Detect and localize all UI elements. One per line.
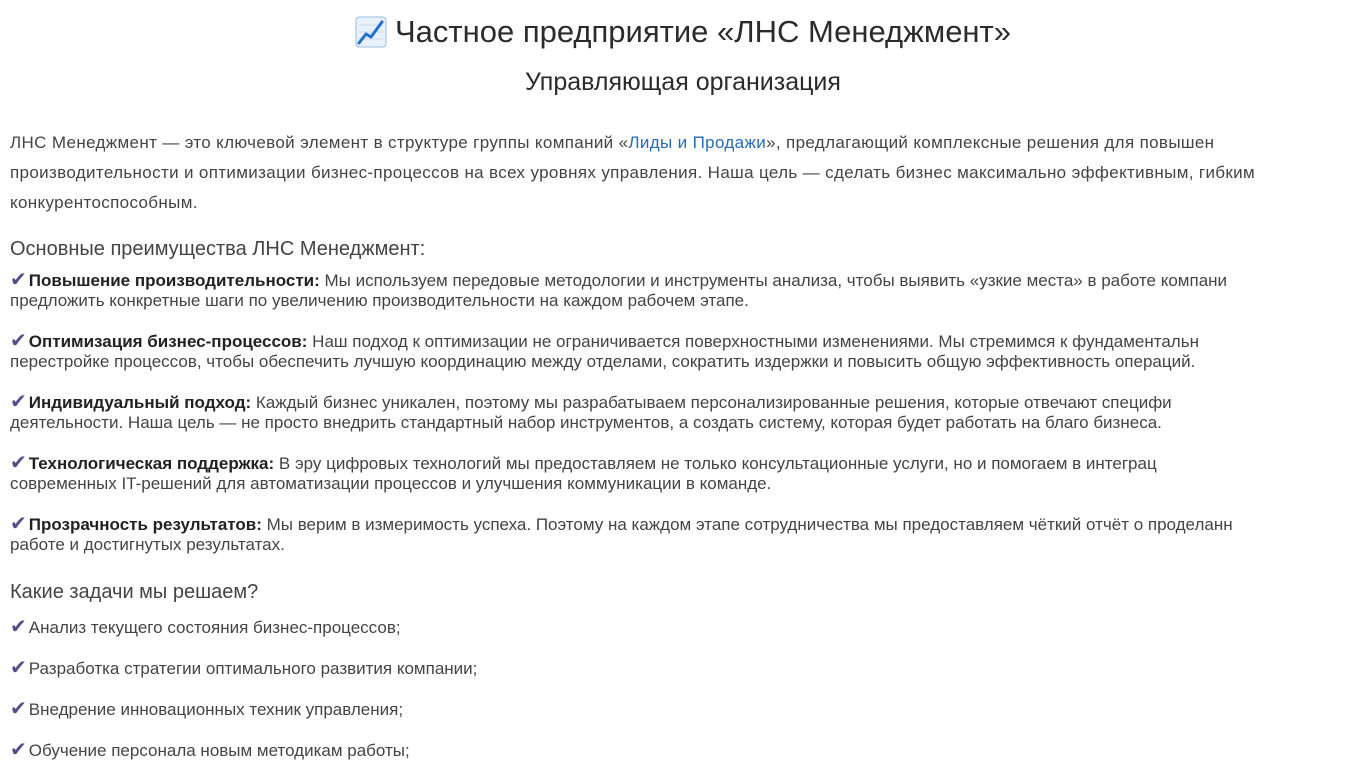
advantage-item: [10, 514, 1366, 555]
intro-line-1: [10, 128, 1366, 158]
advantage-title: Оптимизация бизнес-процессов:: [28, 332, 308, 351]
page-header: [0, 12, 1366, 98]
check-icon: ✔: [10, 452, 27, 474]
intro-paragraph: [10, 128, 1366, 218]
intro-text: », предлагающий комплексные решения для повышен: [766, 133, 1215, 152]
intro-text: ЛНС Менеджмент — это ключевой элемент в структуре группы компаний «: [10, 133, 629, 152]
check-icon: ✔: [10, 513, 27, 535]
advantage-text: деятельности. Наша цель — не просто внедрить стандартный набор инструментов, а создать систему, которая будет работать на благо бизнеса.: [10, 413, 1162, 432]
advantage-item: [10, 392, 1366, 433]
intro-line-3: конкурентоспособным.: [10, 193, 198, 212]
task-item: [10, 658, 1366, 679]
check-icon: ✔: [10, 616, 27, 638]
check-icon: ✔: [10, 391, 27, 413]
advantage-title: Технологическая поддержка:: [28, 454, 275, 473]
chart-increasing-icon: [355, 16, 387, 48]
check-icon: ✔: [10, 330, 27, 352]
advantage-title: Прозрачность результатов:: [28, 515, 262, 534]
advantage-text: предложить конкретные шаги по увеличению производительности на каждом рабочем этапе.: [10, 291, 749, 310]
advantage-text: Наш подход к оптимизации не ограничивается поверхностными изменениями. Мы стремимся к фундаментальн: [307, 332, 1199, 351]
check-icon: ✔: [10, 657, 27, 679]
advantage-title: Индивидуальный подход:: [28, 393, 252, 412]
advantage-text: работе и достигнутых результатах.: [10, 535, 285, 554]
advantage-text: Каждый бизнес уникален, поэтому мы разрабатываем персонализированные решения, которые отвечают специфи: [251, 393, 1172, 412]
task-text: Обучение персонала новым методикам работы;: [28, 741, 410, 760]
task-item: [10, 740, 1366, 761]
page-subtitle: Управляющая организация: [525, 68, 841, 96]
advantages-heading: Основные преимущества ЛНС Менеджмент:: [10, 238, 426, 260]
page-title: [355, 12, 1011, 52]
advantage-text: перестройке процессов, чтобы обеспечить лучшую координацию между отделами, сократить издержки и повысить общую эффективность операций.: [10, 352, 1196, 371]
advantage-item: [10, 453, 1366, 494]
advantage-text: современных IT-решений для автоматизации процессов и улучшения коммуникации в команде.: [10, 474, 772, 493]
advantage-title: Повышение производительности:: [28, 271, 320, 290]
check-icon: ✔: [10, 698, 27, 720]
advantage-item: [10, 331, 1366, 372]
task-item: [10, 699, 1366, 720]
page-title-text: Частное предприятие «ЛНС Менеджмент»: [395, 14, 1011, 49]
task-text: Разработка стратегии оптимального развития компании;: [28, 659, 478, 678]
check-icon: ✔: [10, 739, 27, 761]
leads-and-sales-link[interactable]: Лиды и Продажи: [628, 133, 767, 152]
main-content: [10, 128, 1366, 768]
tasks-heading: Какие задачи мы решаем?: [10, 581, 259, 603]
intro-line-2: производительности и оптимизации бизнес-процессов на всех уровнях управления. Наша цель — сделать бизнес максимально эффективным, гибким: [10, 163, 1256, 182]
advantage-text: Мы используем передовые методологии и инструменты анализа, чтобы выявить «узкие места» в работе компани: [319, 271, 1228, 290]
advantage-item: [10, 270, 1366, 311]
task-text: Внедрение инновационных техник управления;: [28, 700, 404, 719]
task-text: Анализ текущего состояния бизнес-процессов;: [28, 618, 401, 637]
check-icon: ✔: [10, 269, 27, 291]
advantage-text: В эру цифровых технологий мы предоставляем не только консультационные услуги, но и помогаем в интеграц: [274, 454, 1157, 473]
task-item: [10, 617, 1366, 638]
advantage-text: Мы верим в измеримость успеха. Поэтому на каждом этапе сотрудничества мы предоставляем чёткий отчёт о проделанн: [261, 515, 1233, 534]
